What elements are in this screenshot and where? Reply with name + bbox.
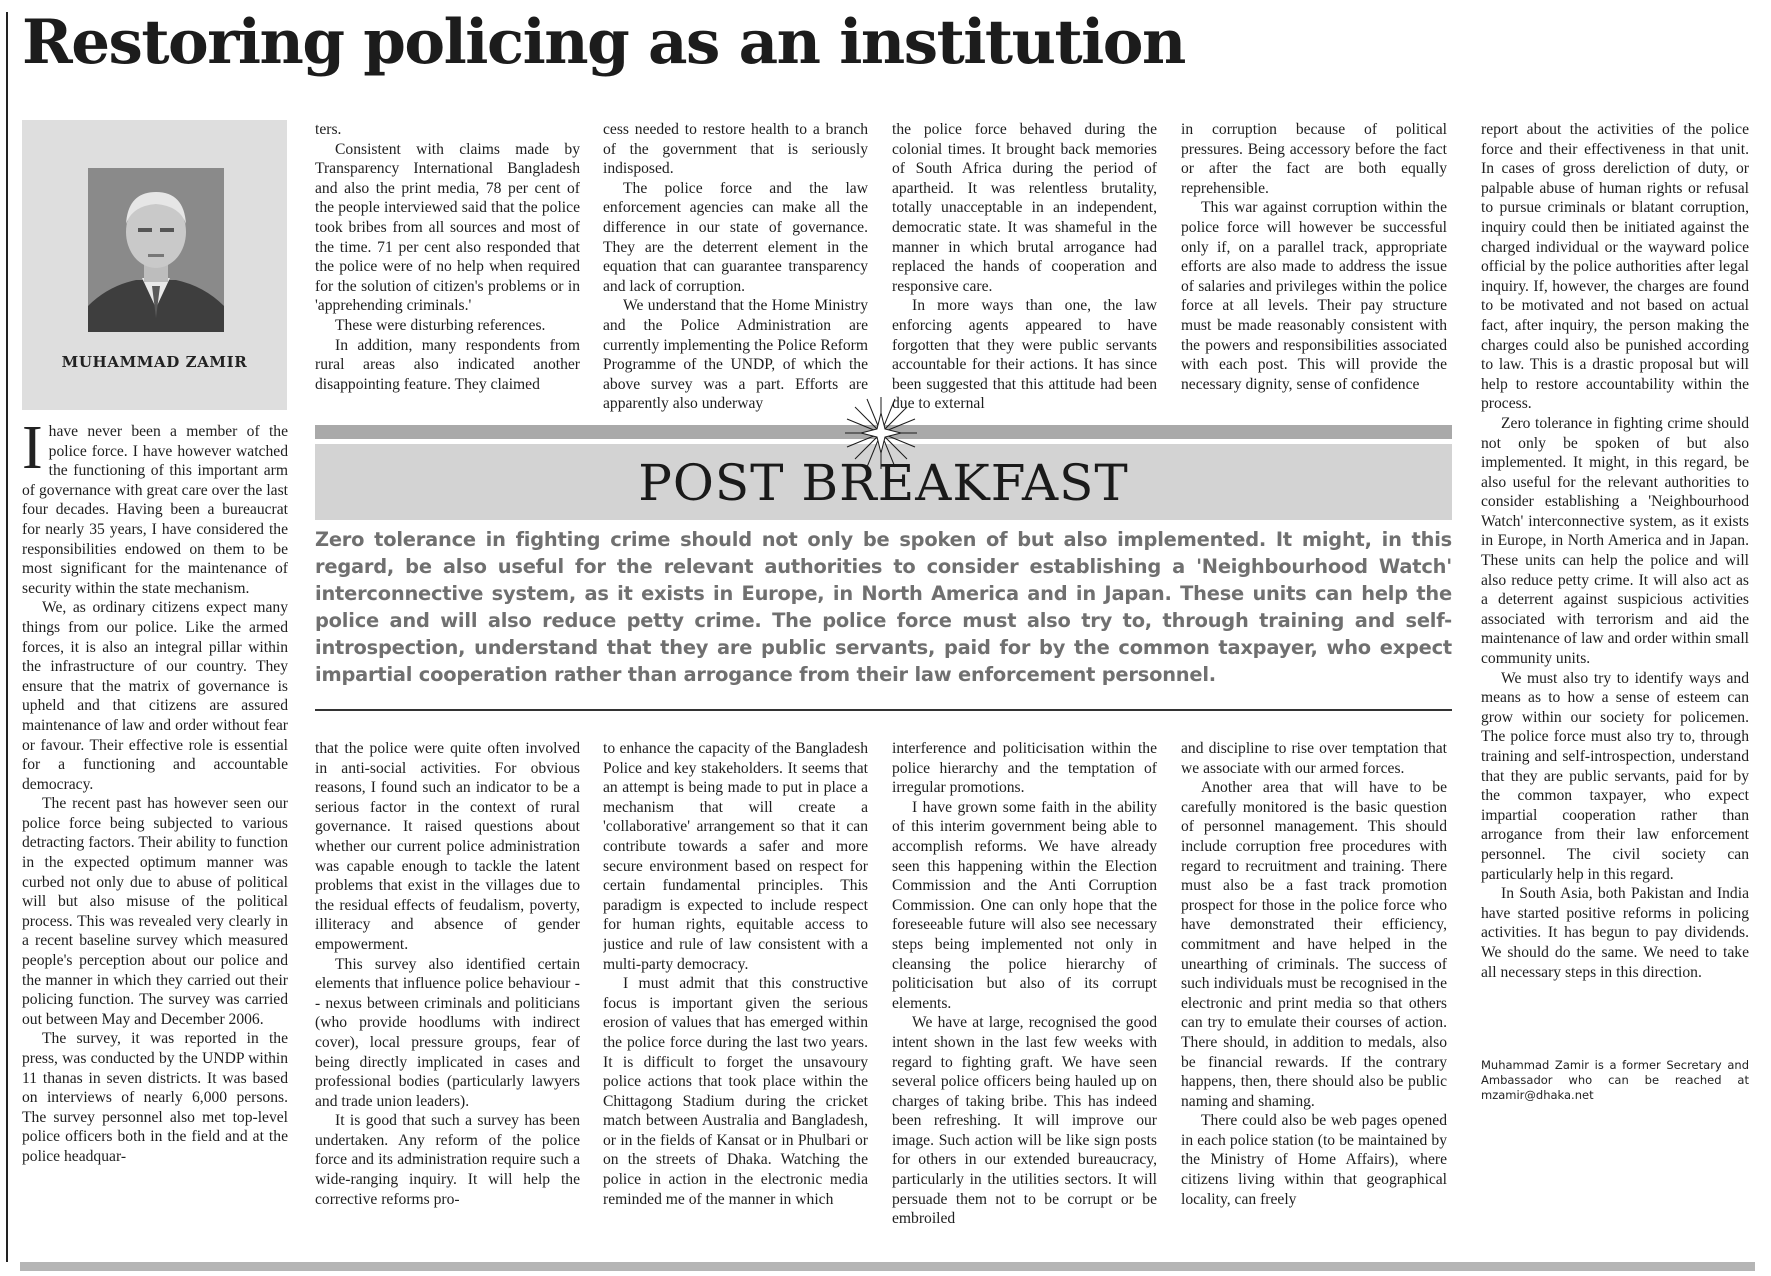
paragraph: The police force and the law enforcement agencies can make all the difference in our state of governance. They are the deterrent element in the equation that can guarantee transparency and lack of corruption.: [603, 179, 868, 295]
paragraph: to enhance the capacity of the Bangladesh Police and key stakeholders. It seems that an attempt is being made to put in place a mechanism that will create a 'collaborative' arrangement so that it can contribute towards a safer and more secure environment based on respect for certain fundamental principles. This paradigm is expected to include respect for human rights, equitable access to justice and rule of law consistent with a multi-party democracy.: [603, 740, 868, 973]
article-column-3-bottom: [603, 739, 868, 1259]
article-column-5-top: [1181, 120, 1447, 420]
drop-cap: I: [22, 422, 43, 482]
paragraph: in corruption because of political pressures. Being accessory before the fact or after the fact are both equally reprehensible.: [1181, 121, 1447, 197]
article-column-5-bottom: [1181, 739, 1447, 1259]
paragraph-text: have never been a member of the police force. I have however watched the functioning of this important arm of governance with great care over the last four decades. Having been a bureaucrat for nearly 35 years, I have considered the responsibilities endowed on them to be most significant for the maintenance of security within the state mechanism.: [22, 423, 288, 597]
paragraph: Consistent with claims made by Transparency International Bangladesh and also the print media, 78 per cent of the people interviewed said that the police took bribes from all sources and most of the time. 71 per cent also responded that the police were of no help when required for the solution of citizen's problems or in 'apprehending criminals.': [315, 140, 580, 315]
section-title: POST BREAKFAST: [638, 454, 1129, 512]
paragraph: In addition, many respondents from rural areas also indicated another disappointing feature. They claimed: [315, 336, 580, 393]
paragraph: In South Asia, both Pakistan and India have started positive reforms in policing activities. It has begun to pay dividends. We should do the same. We need to take all necessary steps in this direction.: [1481, 885, 1749, 981]
paragraph: There could also be web pages opened in each police station (to be maintained by the Ministry of Home Affairs), where citizens living within that geographical locality, can freely: [1181, 1112, 1447, 1208]
paragraph: We have at large, recognised the good intent shown in the last few weeks with regard to fighting graft. We have seen several police officers being hauled up on charges of taking bribe. This has indeed been refreshing. It will improve our image. Such action will be like sign posts for others in our extended bureaucracy, particularly in the utilities sectors. It will persuade them not to be corrupt or be embroiled: [892, 1014, 1157, 1228]
paragraph: ters.: [315, 121, 342, 138]
paragraph: I must admit that this constructive focus is important given the serious erosion of values that has emerged within the police force during the last two years. It is difficult to forget the unsavoury police actions that took place within the Chittagong Stadium during the cricket match between Australia and Bangladesh, or in the fields of Kansat or in Phulbari or on the streets of Dhaka. Watching the police in action in the electronic media reminded me of the manner in which: [603, 975, 868, 1208]
author-photo: [88, 168, 224, 332]
article-column-1: [22, 422, 288, 1262]
starburst-icon: [841, 393, 921, 473]
paragraph: Zero tolerance in fighting crime should not only be spoken of but also implemented. It might, in this regard, be also useful for the relevant authorities to consider establishing a 'Neighbourhood Watch' interconnective system, as it exists in Europe, in North America and in Japan. These units can help the police and will also reduce petty crime. It will also act as a deterrent against suspicious activities associated with terrorism and aid the maintenance of law and order within small community units.: [1481, 414, 1749, 668]
article-column-4-top: [892, 120, 1157, 420]
paragraph: report about the activities of the police force and their effectiveness in that unit. In cases of gross dereliction of duty, or palpable abuse of human rights or refusal to pursue criminals or blatant corruption, inquiry could then be initiated against the charged individual or the wayward police official by the police authorities after legal inquiry. If, however, the charges are found to be motivated and not based on actual fact, after inquiry, the person making the charges could also be punished according to law. This is a drastic proposal but will help to restore accountability within the process.: [1481, 121, 1749, 413]
paragraph: [22, 422, 288, 598]
article-column-3-top: [603, 120, 868, 420]
paragraph: cess needed to restore health to a branch of the government that is seriously indisposed.: [603, 121, 868, 178]
paragraph: I have grown some faith in the ability of this interim government being able to accomplish reforms. We have already seen this happening within the Election Commission and the Anti Corruption Commission. One can only hope that the foreseeable future will also see necessary steps being implemented not only in cleansing the police hierarchy of politicisation but also of its corrupt elements.: [892, 798, 1157, 1012]
author-photo-image: [88, 168, 224, 332]
paragraph: We must also try to identify ways and means as to how a sense of esteem can grow within our society for policemen. The police force must also try to, through training and self-introspection, understand that they are public servants, paid for by the common taxpayer, who expect impartial cooperation rather than arrogance from their law enforcement personnel. The civil society can particularly help in this regard.: [1481, 669, 1749, 883]
paragraph: Another area that will have to be carefully monitored is the basic question of personnel management. This should include corruption free procedures with regard to recruitment and training. There must also be a fast track promotion prospect for those in the police force who have demonstrated their efficiency, commitment and have helped in the unearthing of criminals. The success of such individuals must be recognised in the electronic and print media so that others can try to emulate their courses of action. There should, in addition to medals, also be financial rewards. If the contrary happens, then, there should also be public naming and shaming.: [1181, 779, 1447, 1110]
author-email[interactable]: mzamir@dhaka.net: [1481, 1088, 1594, 1102]
paragraph: These were disturbing references.: [335, 316, 546, 334]
author-box: [22, 120, 287, 410]
article-column-2-top: [315, 120, 580, 420]
paragraph: interference and politicisation within the police hierarchy and the temptation of irregular promotions.: [892, 740, 1157, 797]
bottom-bar: [20, 1262, 1755, 1271]
paragraph: In more ways than one, the law enforcing agents appeared to have forgotten that they were public servants accountable for their actions. It has since been suggested that this attitude had been due to external: [892, 297, 1157, 413]
article-column-6: [1481, 120, 1749, 1055]
author-bio: [1481, 1058, 1749, 1103]
paragraph: This war against corruption within the police force will however be successful only if, on a parallel track, appropriate efforts are also made to address the issue of salaries and privileges within the police force at all levels. Their pay structure must be made reasonably consistent with the powers and responsibilities associated with each post. This will provide the necessary dignity, sense of confidence: [1181, 199, 1447, 393]
paragraph: and discipline to rise over temptation that we associate with our armed forces.: [1181, 740, 1447, 777]
paragraph: that the police were quite often involved in anti-social activities. For obvious reasons, I found such an indicator to be a serious factor in the context of rural governance. It raised questions about whether our current police administration was capable enough to tackle the latent problems that exist in the villages due to the residual effects of feudalism, poverty, illiteracy and absence of gender empowerment.: [315, 740, 580, 953]
paragraph: the police force behaved during the colonial times. It brought back memories of South Africa during the period of apartheid. It was relentless brutality, totally unacceptable in an independent, democratic state. It was shameful in the manner in which brutal arrogance had replaced the hands of cooperation and responsive care.: [892, 121, 1157, 295]
author-bio-text: Muhammad Zamir is a former Secretary and Ambassador who can be reached at: [1481, 1058, 1749, 1087]
paragraph: We, as ordinary citizens expect many things from our police. Like the armed forces, it is also an integral pillar within the infrastructure of our country. They ensure that the matrix of governance is upheld and that citizens are assured maintenance of law and order without fear or favour. Their effective role is essential for a functioning and accountable democracy.: [22, 599, 288, 793]
left-edge-rule: [6, 12, 8, 1262]
paragraph: We understand that the Home Ministry and the Police Administration are currently implementing the Police Reform Programme of the UNDP, of which the above survey was a part. Efforts are apparently also underway: [603, 297, 868, 413]
banner-bottom-rule: [315, 709, 1452, 711]
paragraph: The survey, it was reported in the press, was conducted by the UNDP within 11 thanas in seven districts. It was based on interviews of nearly 6,000 persons. The survey personnel also met top-level police officers both in the field and at the police headquar-: [22, 1030, 288, 1165]
headline: Restoring policing as an institution: [22, 7, 1185, 78]
paragraph: It is good that such a survey has been undertaken. Any reform of the police force and its administration require such a wide-ranging inquiry. It will help the corrective reforms pro-: [315, 1112, 580, 1208]
paragraph: The recent past has however seen our police force being subjected to various detracting factors. Their ability to function in the expected optimum manner was curbed not only due to abuse of political will but also misuse of the political process. This was revealed very clearly in a recent baseline survey which measured people's perception about our police and the manner in which they carried out their policing function. The survey was carried out between May and December 2006.: [22, 795, 288, 1028]
author-name: MUHAMMAD ZAMIR: [61, 353, 248, 371]
pull-quote: Zero tolerance in fighting crime should not only be spoken of but also implemented. It might, in this regard, be also useful for the relevant authorities to consider establishing a 'Neighbourhood Watch' interconnective system, as it exists in Europe, in North America and in Japan. These units can help the police and will also reduce petty crime. The police force must also try to, through training and self-introspection, understand that they are public servants, paid for by the common taxpayer, who expect impartial cooperation rather than arrogance from their law enforcement personnel.: [315, 528, 1452, 686]
article-column-2-bottom: [315, 739, 580, 1259]
article-column-4-bottom: [892, 739, 1157, 1259]
paragraph: This survey also identified certain elements that influence police behaviour - - nexus between criminals and politicians (who provide hoodlums with indirect cover), local pressure groups, fear of being directly implicated in cases and professional bodies (particularly lawyers and trade union leaders).: [315, 955, 580, 1110]
